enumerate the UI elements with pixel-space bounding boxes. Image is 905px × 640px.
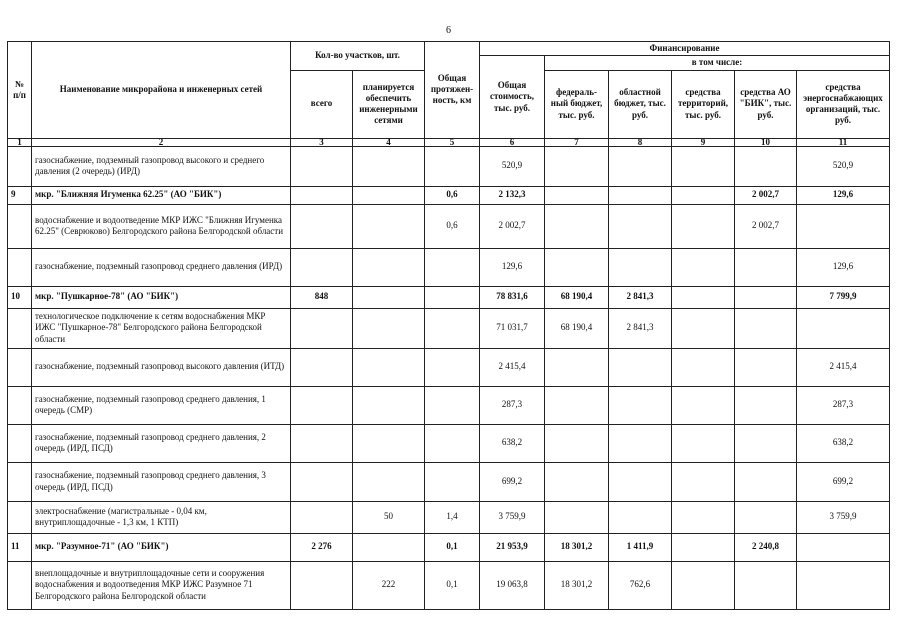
territory-funds — [672, 462, 735, 501]
federal-budget — [545, 462, 609, 501]
energy-funds: 638,2 — [797, 424, 890, 462]
territory-funds — [672, 501, 735, 533]
plots-planned — [353, 146, 425, 186]
federal-budget: 18 301,2 — [545, 561, 609, 609]
plots-total — [291, 248, 353, 286]
territory-funds — [672, 146, 735, 186]
row-name: газоснабжение, подземный газопровод высокого и среднего давления (2 очередь) (ИРД) — [32, 146, 291, 186]
regional-budget — [609, 204, 672, 248]
total-cost: 78 831,6 — [480, 286, 545, 308]
regional-budget — [609, 186, 672, 204]
total-cost: 2 415,4 — [480, 348, 545, 386]
territory-funds — [672, 204, 735, 248]
row-name: мкр. "Ближняя Игуменка 62.25" (АО "БИК") — [32, 186, 291, 204]
energy-funds: 129,6 — [797, 186, 890, 204]
row-number — [8, 308, 32, 348]
total-cost: 71 031,7 — [480, 308, 545, 348]
total-cost: 21 953,9 — [480, 533, 545, 561]
row-name: мкр. "Разумное-71" (АО "БИК") — [32, 533, 291, 561]
column-number: 3 — [291, 138, 353, 146]
plots-total — [291, 308, 353, 348]
row-number — [8, 462, 32, 501]
row-name: водоснабжение и водоотведение МКР ИЖС "Ближняя Игуменка 62.25" (Севрюково) Белгородского района Белгородской области — [32, 204, 291, 248]
federal-budget — [545, 204, 609, 248]
row-number — [8, 386, 32, 424]
header-bik: средства АО "БИК", тыс. руб. — [735, 70, 797, 138]
plots-planned — [353, 308, 425, 348]
table-row — [8, 186, 890, 204]
row-number: 9 — [8, 186, 32, 204]
plots-planned: 222 — [353, 561, 425, 609]
financing-table — [7, 41, 890, 610]
territory-funds — [672, 424, 735, 462]
bik-funds — [735, 146, 797, 186]
bik-funds — [735, 462, 797, 501]
table-row — [8, 424, 890, 462]
row-number — [8, 561, 32, 609]
header-financing: Финансирование — [480, 42, 890, 56]
row-name: внеплощадочные и внутриплощадочные сети и сооружения водоснабжения и водоотведения МКР ИЖС Разумное 71 Белгородского района Белгородской области — [32, 561, 291, 609]
total-cost: 19 063,8 — [480, 561, 545, 609]
row-name: газоснабжение, подземный газопровод среднего давления, 1 очередь (СМР) — [32, 386, 291, 424]
column-number: 11 — [797, 138, 890, 146]
length — [425, 308, 480, 348]
column-number: 7 — [545, 138, 609, 146]
bik-funds — [735, 308, 797, 348]
length — [425, 248, 480, 286]
plots-planned — [353, 204, 425, 248]
total-cost: 638,2 — [480, 424, 545, 462]
table-row — [8, 348, 890, 386]
row-number — [8, 348, 32, 386]
regional-budget — [609, 248, 672, 286]
column-numbers-row — [8, 138, 890, 146]
territory-funds — [672, 533, 735, 561]
column-number: 2 — [32, 138, 291, 146]
federal-budget: 18 301,2 — [545, 533, 609, 561]
plots-planned: 50 — [353, 501, 425, 533]
column-number: 8 — [609, 138, 672, 146]
table-row — [8, 533, 890, 561]
plots-planned — [353, 186, 425, 204]
regional-budget — [609, 424, 672, 462]
territory-funds — [672, 248, 735, 286]
bik-funds — [735, 248, 797, 286]
energy-funds: 7 799,9 — [797, 286, 890, 308]
header-plots-total: всего — [291, 70, 353, 138]
header-plots: Кол-во участков, шт. — [291, 42, 425, 71]
length — [425, 462, 480, 501]
regional-budget — [609, 146, 672, 186]
length: 1,4 — [425, 501, 480, 533]
table-row — [8, 501, 890, 533]
row-number — [8, 248, 32, 286]
row-number — [8, 204, 32, 248]
federal-budget — [545, 348, 609, 386]
energy-funds: 287,3 — [797, 386, 890, 424]
row-name: технологическое подключение к сетям водоснабжения МКР ИЖС "Пушкарное-78" Белгородского района Белгородской области — [32, 308, 291, 348]
regional-budget — [609, 348, 672, 386]
table-row — [8, 204, 890, 248]
regional-budget: 2 841,3 — [609, 308, 672, 348]
total-cost: 2 132,3 — [480, 186, 545, 204]
total-cost: 520,9 — [480, 146, 545, 186]
regional-budget — [609, 462, 672, 501]
total-cost: 287,3 — [480, 386, 545, 424]
bik-funds — [735, 386, 797, 424]
territory-funds — [672, 286, 735, 308]
row-number — [8, 146, 32, 186]
bik-funds — [735, 286, 797, 308]
territory-funds — [672, 561, 735, 609]
bik-funds — [735, 348, 797, 386]
plots-total — [291, 348, 353, 386]
plots-total — [291, 146, 353, 186]
federal-budget — [545, 248, 609, 286]
header-federal: федераль-ный бюджет, тыс. руб. — [545, 70, 609, 138]
bik-funds: 2 240,8 — [735, 533, 797, 561]
length — [425, 146, 480, 186]
federal-budget — [545, 186, 609, 204]
territory-funds — [672, 186, 735, 204]
bik-funds — [735, 501, 797, 533]
row-name: мкр. "Пушкарное-78" (АО "БИК") — [32, 286, 291, 308]
total-cost: 129,6 — [480, 248, 545, 286]
plots-planned — [353, 462, 425, 501]
plots-total — [291, 501, 353, 533]
energy-funds — [797, 561, 890, 609]
length — [425, 386, 480, 424]
energy-funds — [797, 308, 890, 348]
federal-budget — [545, 501, 609, 533]
total-cost: 699,2 — [480, 462, 545, 501]
energy-funds: 699,2 — [797, 462, 890, 501]
table-row — [8, 462, 890, 501]
plots-total — [291, 204, 353, 248]
table-row — [8, 146, 890, 186]
territory-funds — [672, 386, 735, 424]
header-including: в том числе: — [545, 56, 890, 70]
column-number: 9 — [672, 138, 735, 146]
row-number — [8, 501, 32, 533]
territory-funds — [672, 348, 735, 386]
federal-budget — [545, 386, 609, 424]
row-name: газоснабжение, подземный газопровод высокого давления (ИТД) — [32, 348, 291, 386]
length — [425, 424, 480, 462]
row-name: электроснабжение (магистральные - 0,04 км, внутриплощадочные - 1,3 км, 1 КТП) — [32, 501, 291, 533]
plots-total: 2 276 — [291, 533, 353, 561]
plots-planned — [353, 348, 425, 386]
length: 0,1 — [425, 561, 480, 609]
table-row — [8, 561, 890, 609]
energy-funds: 520,9 — [797, 146, 890, 186]
regional-budget — [609, 501, 672, 533]
header-plots-planned: планируется обеспечить инженерными сетями — [353, 70, 425, 138]
plots-total — [291, 386, 353, 424]
plots-planned — [353, 286, 425, 308]
energy-funds: 129,6 — [797, 248, 890, 286]
energy-funds — [797, 204, 890, 248]
plots-total — [291, 462, 353, 501]
plots-total: 848 — [291, 286, 353, 308]
row-name: газоснабжение, подземный газопровод среднего давления (ИРД) — [32, 248, 291, 286]
table-row — [8, 386, 890, 424]
table-row — [8, 308, 890, 348]
page-number: 6 — [446, 25, 451, 36]
plots-planned — [353, 533, 425, 561]
territory-funds — [672, 308, 735, 348]
length — [425, 286, 480, 308]
header-regional: областной бюджет, тыс. руб. — [609, 70, 672, 138]
plots-planned — [353, 248, 425, 286]
plots-total — [291, 186, 353, 204]
bik-funds: 2 002,7 — [735, 204, 797, 248]
length: 0,6 — [425, 204, 480, 248]
length: 0,1 — [425, 533, 480, 561]
table-row — [8, 286, 890, 308]
header-idx: № п/п — [8, 42, 32, 139]
header-territories: средства территорий, тыс. руб. — [672, 70, 735, 138]
row-number: 10 — [8, 286, 32, 308]
regional-budget: 2 841,3 — [609, 286, 672, 308]
plots-total — [291, 424, 353, 462]
energy-funds: 3 759,9 — [797, 501, 890, 533]
energy-funds: 2 415,4 — [797, 348, 890, 386]
bik-funds: 2 002,7 — [735, 186, 797, 204]
plots-planned — [353, 424, 425, 462]
column-number: 1 — [8, 138, 32, 146]
header-total-cost: Общая стоимость, тыс. руб. — [480, 56, 545, 138]
plots-total — [291, 561, 353, 609]
column-number: 6 — [480, 138, 545, 146]
length: 0,6 — [425, 186, 480, 204]
regional-budget — [609, 386, 672, 424]
column-number: 10 — [735, 138, 797, 146]
bik-funds — [735, 561, 797, 609]
plots-planned — [353, 386, 425, 424]
header-energy: средства энергоснабжающих организаций, тыс. руб. — [797, 70, 890, 138]
row-name: газоснабжение, подземный газопровод среднего давления, 3 очередь (ИРД, ПСД) — [32, 462, 291, 501]
table-row — [8, 248, 890, 286]
column-number: 4 — [353, 138, 425, 146]
regional-budget: 1 411,9 — [609, 533, 672, 561]
column-number: 5 — [425, 138, 480, 146]
length — [425, 348, 480, 386]
header-length: Общая протяжен-ность, км — [425, 42, 480, 139]
total-cost: 2 002,7 — [480, 204, 545, 248]
federal-budget — [545, 146, 609, 186]
federal-budget: 68 190,4 — [545, 308, 609, 348]
row-number — [8, 424, 32, 462]
header-name: Наименование микрорайона и инженерных сетей — [32, 42, 291, 139]
total-cost: 3 759,9 — [480, 501, 545, 533]
federal-budget — [545, 424, 609, 462]
bik-funds — [735, 424, 797, 462]
row-name: газоснабжение, подземный газопровод среднего давления, 2 очередь (ИРД, ПСД) — [32, 424, 291, 462]
regional-budget: 762,6 — [609, 561, 672, 609]
federal-budget: 68 190,4 — [545, 286, 609, 308]
energy-funds — [797, 533, 890, 561]
row-number: 11 — [8, 533, 32, 561]
